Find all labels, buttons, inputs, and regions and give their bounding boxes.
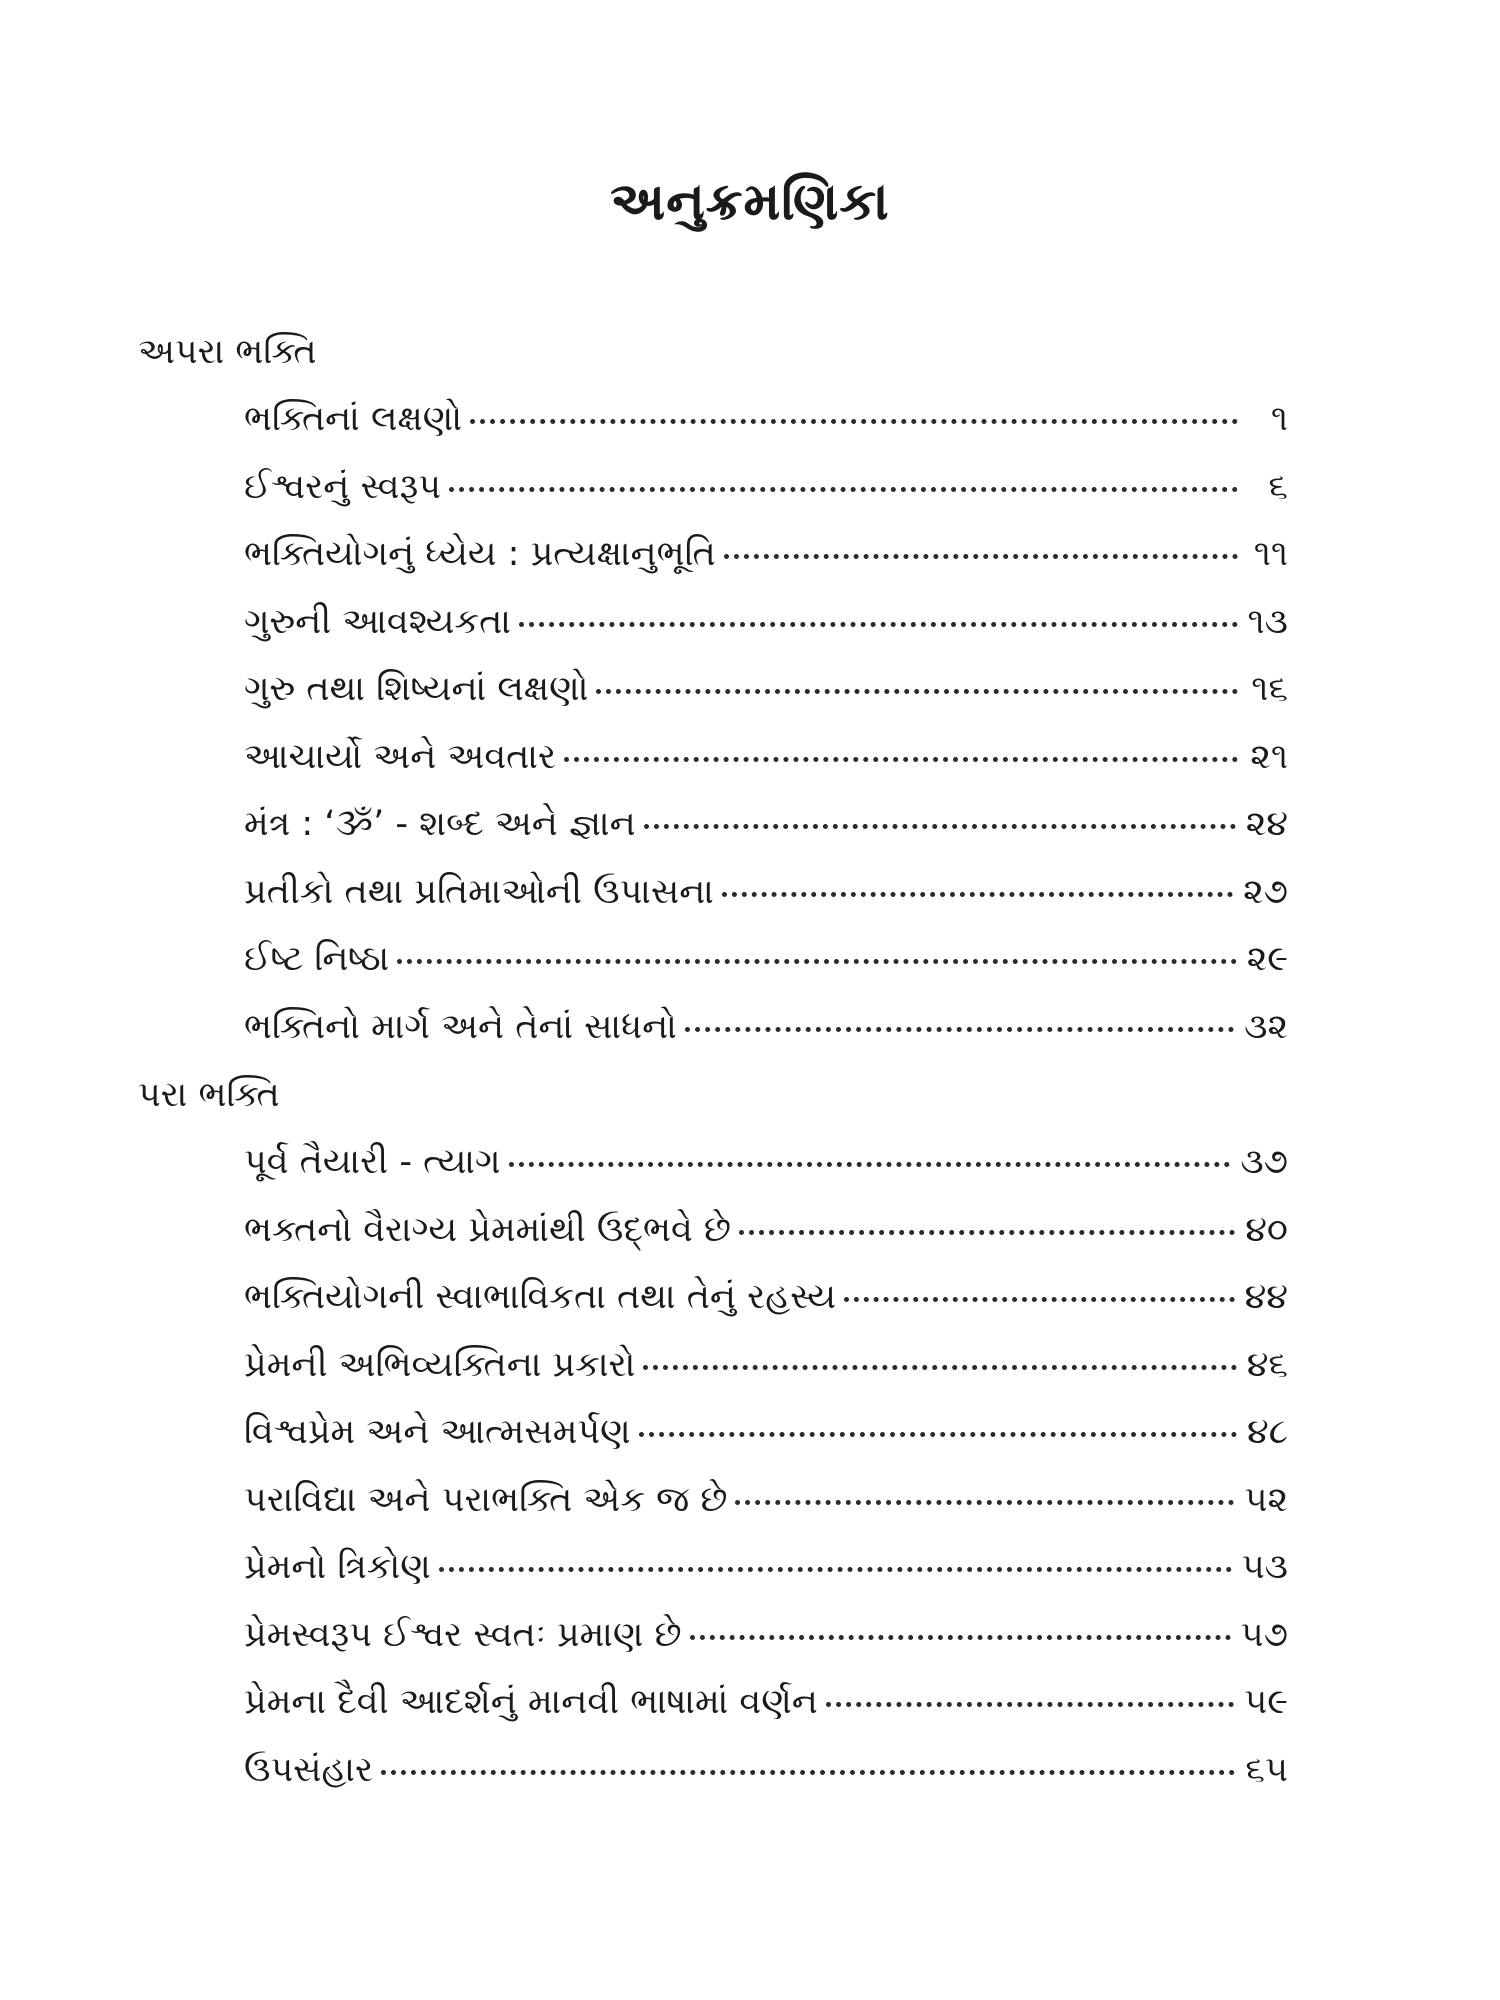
dot-leader [519, 622, 1238, 627]
toc-entry-label: ભક્તિયોગની સ્વાભાવિકતા તથા તેનું રહસ્ય [244, 1277, 837, 1317]
toc-entry-page-number: ૪૬ [1246, 1344, 1288, 1385]
dot-leader [826, 1702, 1234, 1707]
toc-entry-page-number: ૪૪ [1244, 1277, 1288, 1317]
toc-entry-label: ભક્તિનાં લક્ષણો [244, 399, 463, 439]
toc-entry [244, 386, 1288, 454]
toc-entry [244, 1737, 1288, 1805]
toc-entry [244, 859, 1288, 927]
toc-entry-page-number: ૪૦ [1245, 1209, 1288, 1250]
dot-leader [449, 487, 1238, 492]
toc-entry-label: પ્રેમની અભિવ્યક્તિના પ્રકારો [244, 1344, 636, 1385]
dot-leader [690, 1635, 1231, 1640]
toc-entry-label: ઈષ્ટ નિષ્ઠા [244, 939, 390, 979]
dot-leader [685, 1027, 1234, 1032]
toc-entry [244, 724, 1288, 792]
section-heading: અપરા ભક્તિ [138, 332, 317, 372]
dot-leader [722, 892, 1233, 897]
toc-entry-page-number: ૬૫ [1245, 1749, 1288, 1790]
toc-entry-label: પ્રતીકો તથા પ્રતિમાઓની ઉપાસના [244, 871, 714, 912]
toc-entry-label: ગુરુ તથા શિષ્યનાં લક્ષણો [244, 669, 589, 709]
toc-entry [244, 791, 1288, 859]
toc-entry [244, 521, 1288, 589]
toc-entry-label: ઉપસંહાર [244, 1749, 374, 1790]
toc-entry-label: ભક્તિનો માર્ગ અને તેનાં સાધનો [244, 1006, 677, 1047]
toc-entry [244, 454, 1288, 522]
toc-entry [244, 1399, 1288, 1467]
toc-entry-page-number: ૧૧ [1253, 534, 1288, 574]
section-heading: પરા ભક્તિ [138, 1075, 280, 1115]
toc-entry-page-number: ૨૯ [1246, 939, 1288, 979]
dot-leader [644, 824, 1236, 829]
dot-leader [724, 554, 1238, 559]
toc-entry [244, 1264, 1288, 1332]
toc-entry-label: પ્રેમનો ત્રિકોણ [244, 1547, 431, 1587]
dot-leader [596, 689, 1238, 694]
toc-entry-label: મંત્ર : ‘ૐ’ - શબ્દ અને જ્ઞાન [244, 804, 636, 844]
toc-entry [244, 1467, 1288, 1535]
dot-leader [470, 419, 1238, 424]
toc-entry [244, 1534, 1288, 1602]
toc-entry-page-number: ૫૨ [1244, 1479, 1288, 1520]
dot-leader [381, 1770, 1235, 1775]
dot-leader [735, 1500, 1234, 1505]
toc-entry-page-number: ૧૬ [1251, 669, 1288, 709]
toc-entry-label: પૂર્વ તૈયારી - ત્યાગ [244, 1142, 501, 1182]
toc-entry-page-number: ૩૨ [1244, 1006, 1288, 1047]
toc-entry-page-number: ૧૩ [1247, 601, 1288, 642]
table-of-contents [138, 318, 1288, 1804]
toc-entry [244, 926, 1288, 994]
toc-entry [244, 1669, 1288, 1737]
toc-entry-page-number: ૧ [1270, 399, 1288, 439]
toc-entry-page-number: ૫૯ [1244, 1682, 1288, 1722]
toc-entry-label: પરાવિદ્યા અને પરાભક્તિ એક જ છે [244, 1479, 728, 1520]
toc-entry [244, 994, 1288, 1062]
toc-entry-page-number: ૬ [1268, 466, 1288, 507]
toc-entry [244, 589, 1288, 657]
dot-leader [844, 1297, 1235, 1302]
toc-entry [244, 656, 1288, 724]
dot-leader [509, 1162, 1231, 1167]
dot-leader [739, 1230, 1235, 1235]
toc-entry-label: ઈશ્વરનું સ્વરૂપ [244, 466, 441, 507]
toc-entry [244, 1129, 1288, 1197]
toc-entry-page-number: ૨૪ [1245, 804, 1288, 844]
toc-entry-page-number: ૨૭ [1243, 871, 1288, 912]
page-title: અનુક્રમણિકા [610, 172, 890, 232]
toc-entry-page-number: ૫૭ [1240, 1614, 1288, 1655]
dot-leader [639, 1432, 1237, 1437]
dot-leader [397, 959, 1236, 964]
toc-entry-page-number: ૩૭ [1240, 1142, 1288, 1182]
toc-entry-label: ભક્તનો વૈરાગ્ય પ્રેમમાંથી ઉદ્ભવે છે [244, 1209, 731, 1250]
toc-entry-page-number: ૫૩ [1241, 1547, 1288, 1587]
dot-leader [643, 1365, 1236, 1370]
toc-entry-label: ગુરુની આવશ્યકતા [244, 601, 511, 642]
toc-entry-label: પ્રેમના દૈવી આદર્શનું માનવી ભાષામાં વર્ણન [244, 1682, 818, 1722]
toc-entry [244, 1197, 1288, 1265]
dot-leader [439, 1567, 1232, 1572]
toc-entry-page-number: ૪૮ [1247, 1412, 1288, 1452]
toc-entry-label: ભક્તિયોગનું ધ્યેય : પ્રત્યક્ષાનુભૂતિ [244, 534, 716, 574]
toc-entry-label: વિશ્વપ્રેમ અને આત્મસમર્પણ [244, 1412, 631, 1452]
toc-entry-label: પ્રેમસ્વરૂપ ઈશ્વર સ્વતઃ પ્રમાણ છે [244, 1614, 682, 1655]
dot-leader [564, 757, 1238, 762]
toc-entry-label: આચાર્યો અને અવતાર [244, 736, 557, 777]
toc-entry-page-number: ૨૧ [1250, 736, 1288, 777]
toc-entry [244, 1332, 1288, 1400]
toc-entry [244, 1602, 1288, 1670]
